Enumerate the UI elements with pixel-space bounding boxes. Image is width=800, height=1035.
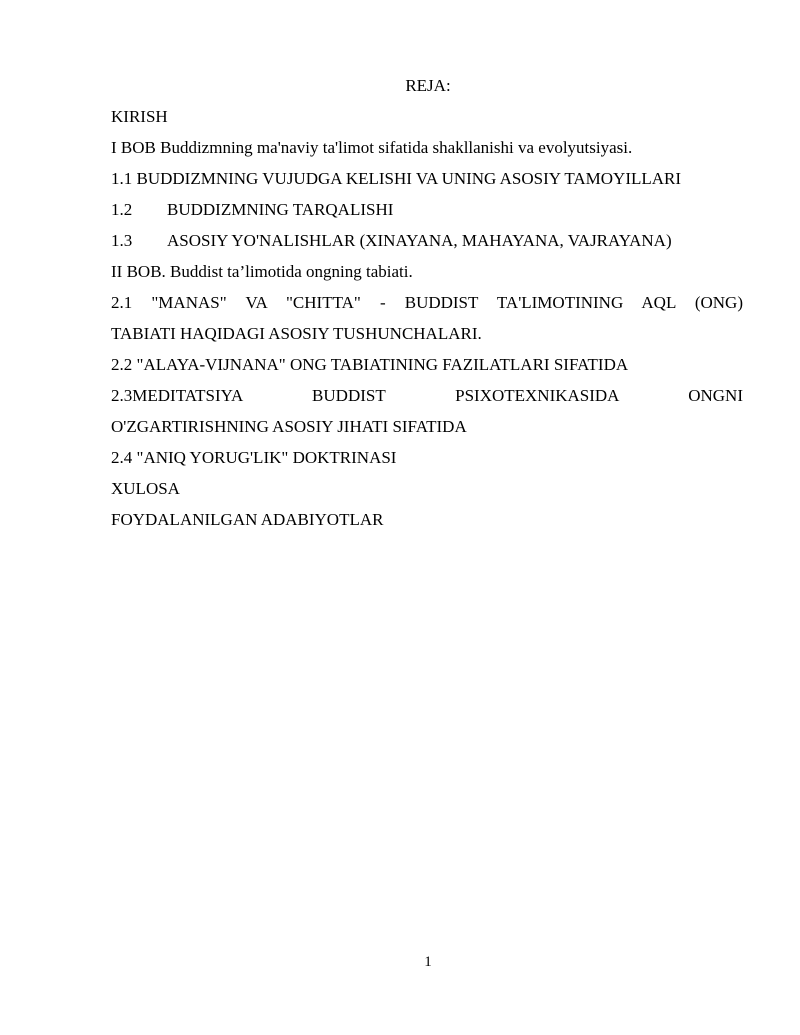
toc-item-2-4: 2.4 "ANIQ YORUG'LIK" DOKTRINASI [111,448,397,467]
toc-item-chapter-1: I BOB Buddizmning ma'naviy ta'limot sifatida shakllanishi va evolyutsiyasi. [111,138,633,157]
toc-item-1-1: 1.1 BUDDIZMNING VUJUDGA KELISHI VA UNING ASOSIY TAMOYILLARI [111,169,682,188]
toc-item-chapter-2: II BOB. Buddist ta’limotida ongning tabiati. [111,262,413,281]
toc-item-2-1-line-1: 2.1 "MANAS" VA "CHITTA" - BUDDIST TA'LIMOTINING AQL (ONG) [111,293,743,312]
toc-item-2-1-line-2: TABIATI HAQIDAGI ASOSIY TUSHUNCHALARI. [111,324,482,343]
page-title: REJA: [405,76,451,95]
toc-item-2-2: 2.2 "ALAYA-VIJNANA" ONG TABIATINING FAZILATLARI SIFATIDA [111,355,629,374]
toc-item-kirish: KIRISH [111,107,168,126]
toc-item-number: 1.3 [111,231,133,250]
table-of-contents [111,106,743,540]
toc-item-2-3-line-2: O'ZGARTIRISHNING ASOSIY JIHATI SIFATIDA [111,417,467,436]
toc-item-1-3 [111,230,743,261]
toc-item-text: ASOSIY YO'NALISHLAR (XINAYANA, MAHAYANA, VAJRAYANA) [167,231,672,250]
toc-item-bibliography: FOYDALANILGAN ADABIYOTLAR [111,510,384,529]
page-number: 1 [424,954,432,970]
toc-item-xulosa: XULOSA [111,479,180,498]
toc-item-2-3-line-1: 2.3MEDITATSIYA BUDDIST PSIXOTEXNIKASIDA ONGNI [111,386,743,405]
toc-item-1-2 [111,199,743,230]
toc-item-text: BUDDIZMNING TARQALISHI [167,200,394,219]
toc-item-number: 1.2 [111,200,133,219]
